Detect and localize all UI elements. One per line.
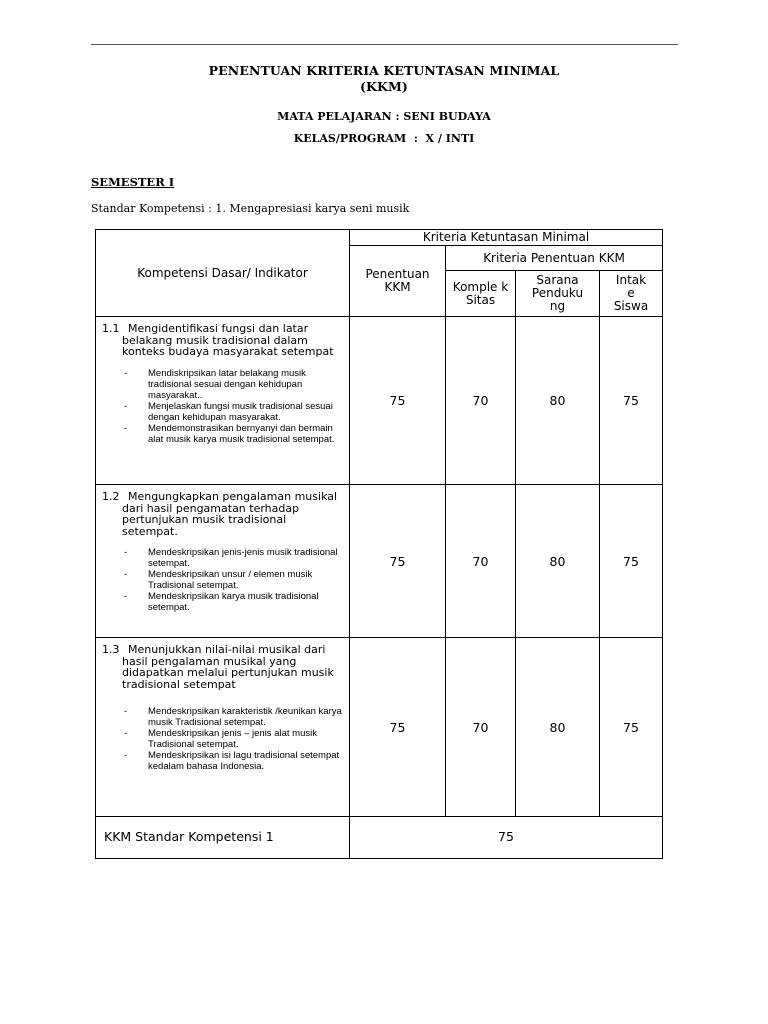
kompetensi-number: 1.3	[102, 643, 120, 656]
kompleksitas-value: 70	[446, 317, 516, 485]
header-kriteria-penentuan: Kriteria Penentuan KKM	[446, 246, 663, 271]
header-sarana: Sarana Penduku ng	[516, 271, 600, 317]
kompetensi-cell	[96, 317, 350, 485]
header-kompetensi: Kompetensi Dasar/ Indikator	[96, 230, 350, 317]
kompetensi-title: 1.1 Mengidentifikasi fungsi dan latar belakang musik tradisional dalam konteks budaya masyarakat setempat	[102, 322, 334, 358]
header-penentuan-kkm: Penentuan KKM	[350, 246, 446, 317]
table-row	[96, 638, 663, 817]
kompleksitas-value: 70	[446, 485, 516, 638]
indicator-item: - Mendeskripsikan karya musik tradisional setempat.	[102, 591, 345, 613]
header-kriteria-ketuntasan: Kriteria Ketuntasan Minimal	[350, 230, 663, 246]
indicator-item: - Menjelaskan fungsi musik tradisional sesuai dengan kehidupan masyarakat.	[102, 401, 345, 423]
indicator-list	[102, 547, 345, 613]
indicator-list	[102, 706, 345, 772]
kkm-table	[95, 229, 663, 859]
indicator-item: - Mendeskripsikan unsur / elemen musik Tradisional setempat.	[102, 569, 345, 591]
indicator-item: - Mendiskripsikan latar belakang musik tradisional sesuai dengan kehidupan masyarakat..	[102, 368, 345, 401]
mata-pelajaran: MATA PELAJARAN : SENI BUDAYA	[277, 110, 491, 123]
kompetensi-title: 1.3 Menunjukkan nilai-nilai musikal dari hasil pengalaman musikal yang didapatkan melalui pertunjukan musik tradisional setempat	[102, 643, 334, 691]
standar-kompetensi: Standar Kompetensi : 1. Mengapresiasi karya seni musik	[91, 202, 410, 215]
kompetensi-number: 1.1	[102, 322, 120, 335]
kompetensi-cell	[96, 638, 350, 817]
kompetensi-number: 1.2	[102, 490, 120, 503]
top-rule	[91, 44, 678, 45]
table-row	[96, 485, 663, 638]
document-title: PENENTUAN KRITERIA KETUNTASAN MINIMAL	[208, 63, 560, 78]
total-label: KKM Standar Kompetensi 1	[96, 817, 350, 859]
header-intake: Intak e Siswa	[600, 271, 663, 317]
header-kompleksitas: Komple k Sitas	[446, 271, 516, 317]
penentuan-value: 75	[350, 317, 446, 485]
intake-value: 75	[600, 638, 663, 817]
kelas-value: : X / INTI	[413, 132, 475, 145]
indicator-item: - Mendemonstrasikan bernyanyi dan bermain alat musik karya musik tradisional setempat.	[102, 423, 345, 445]
table-row	[96, 317, 663, 485]
indicator-item: - Mendeskripsikan karakteristik /keunikan karya musik Tradisional setempat.	[102, 706, 345, 728]
total-value: 75	[350, 817, 663, 859]
penentuan-value: 75	[350, 638, 446, 817]
kompleksitas-value: 70	[446, 638, 516, 817]
indicator-item: - Mendeskripsikan jenis-jenis musik tradisional setempat.	[102, 547, 345, 569]
sarana-value: 80	[516, 485, 600, 638]
kelas-program	[0, 132, 768, 145]
kompetensi-cell	[96, 485, 350, 638]
kelas-label: KELAS/PROGRAM	[293, 132, 407, 145]
intake-value: 75	[600, 317, 663, 485]
indicator-list	[102, 368, 345, 445]
document-title-abbrev: (KKM)	[360, 79, 408, 94]
penentuan-value: 75	[350, 485, 446, 638]
indicator-item: - Mendeskripsikan isi lagu tradisional setempat kedalam bahasa Indonesia.	[102, 750, 345, 772]
indicator-item: - Mendeskripsikan jenis – jenis alat musik Tradisional setempat.	[102, 728, 345, 750]
semester-heading: SEMESTER I	[91, 175, 175, 189]
total-row	[96, 817, 663, 859]
kompetensi-title: 1.2 Mengungkapkan pengalaman musikal dari hasil pengamatan terhadap pertunjukan musik tradisional setempat.	[102, 490, 338, 538]
sarana-value: 80	[516, 317, 600, 485]
intake-value: 75	[600, 485, 663, 638]
sarana-value: 80	[516, 638, 600, 817]
